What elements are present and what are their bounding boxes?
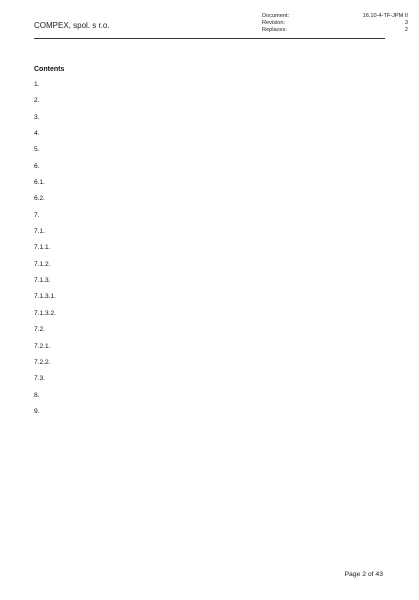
toc-entry-number: 7.2. xyxy=(34,326,45,334)
toc-entry-number: 7.1.1. xyxy=(34,244,51,252)
toc-entry-number: 7.2.1. xyxy=(34,342,51,350)
toc-entry-number: 6.2. xyxy=(34,195,45,203)
header-divider xyxy=(34,38,385,39)
toc-entry-number: 4. xyxy=(34,130,40,138)
toc-entry[interactable] xyxy=(34,374,379,390)
toc-entry[interactable] xyxy=(34,178,379,194)
company-name: COMPEX, spol. s r.o. xyxy=(34,21,110,30)
toc-entry[interactable] xyxy=(34,276,379,292)
toc-entry-number: 8. xyxy=(34,391,40,399)
toc-entry-number: 6.1. xyxy=(34,179,45,187)
toc-entry[interactable] xyxy=(34,113,379,129)
toc-entry-number: 7.1.3.2. xyxy=(34,309,56,317)
contents-title: Contents xyxy=(34,66,65,73)
revision-label: Revision: xyxy=(262,20,286,27)
toc-entry-number: 6. xyxy=(34,162,40,170)
toc-entry-number: 9. xyxy=(34,407,40,415)
toc-entry-number: 7.1.3. xyxy=(34,277,51,285)
toc-entry[interactable] xyxy=(34,227,379,243)
meta-row-replaces xyxy=(262,27,408,34)
document-meta xyxy=(262,13,408,35)
toc-entry[interactable] xyxy=(34,292,379,308)
toc-entry-number: 7.1.3.1. xyxy=(34,293,56,301)
toc-entry-number: 3. xyxy=(34,113,40,121)
toc-entry[interactable] xyxy=(34,162,379,178)
toc-entry[interactable] xyxy=(34,407,379,423)
toc-entry-number: 7. xyxy=(34,211,40,219)
toc-entry-number: 7.2.2. xyxy=(34,358,51,366)
toc-entry-number: 1. xyxy=(34,81,40,88)
toc-entry[interactable] xyxy=(34,309,379,325)
toc-entry[interactable] xyxy=(34,96,379,112)
replaces-label: Replaces: xyxy=(262,27,287,34)
toc-entry[interactable] xyxy=(34,129,379,145)
meta-row-document xyxy=(262,13,408,20)
toc-entry-number: 7.1.2. xyxy=(34,260,51,268)
toc-entry[interactable] xyxy=(34,325,379,341)
document-value: 16.10-4-TF-JPM II xyxy=(362,13,408,19)
toc-entry[interactable] xyxy=(34,194,379,210)
toc-entry-number: 2. xyxy=(34,97,40,105)
toc-entry-number: 5. xyxy=(34,146,40,154)
meta-row-revision xyxy=(262,20,408,27)
toc-entry[interactable] xyxy=(34,342,379,358)
document-label: Document: xyxy=(262,13,290,19)
toc-entry-number: 7.3. xyxy=(34,375,45,383)
page-header xyxy=(34,13,408,39)
revision-value: 3 xyxy=(404,20,408,27)
page-number: Page 2 of 43 xyxy=(344,571,383,578)
toc-entry[interactable] xyxy=(34,211,379,227)
toc-entry[interactable] xyxy=(34,145,379,161)
toc-entry-number: 7.1. xyxy=(34,228,45,236)
replaces-value: 2 xyxy=(404,27,408,34)
toc-entry[interactable] xyxy=(34,358,379,374)
toc-entry[interactable] xyxy=(34,260,379,276)
table-of-contents xyxy=(34,80,379,423)
toc-entry[interactable] xyxy=(34,391,379,407)
toc-entry[interactable] xyxy=(34,80,379,96)
toc-entry[interactable] xyxy=(34,243,379,259)
